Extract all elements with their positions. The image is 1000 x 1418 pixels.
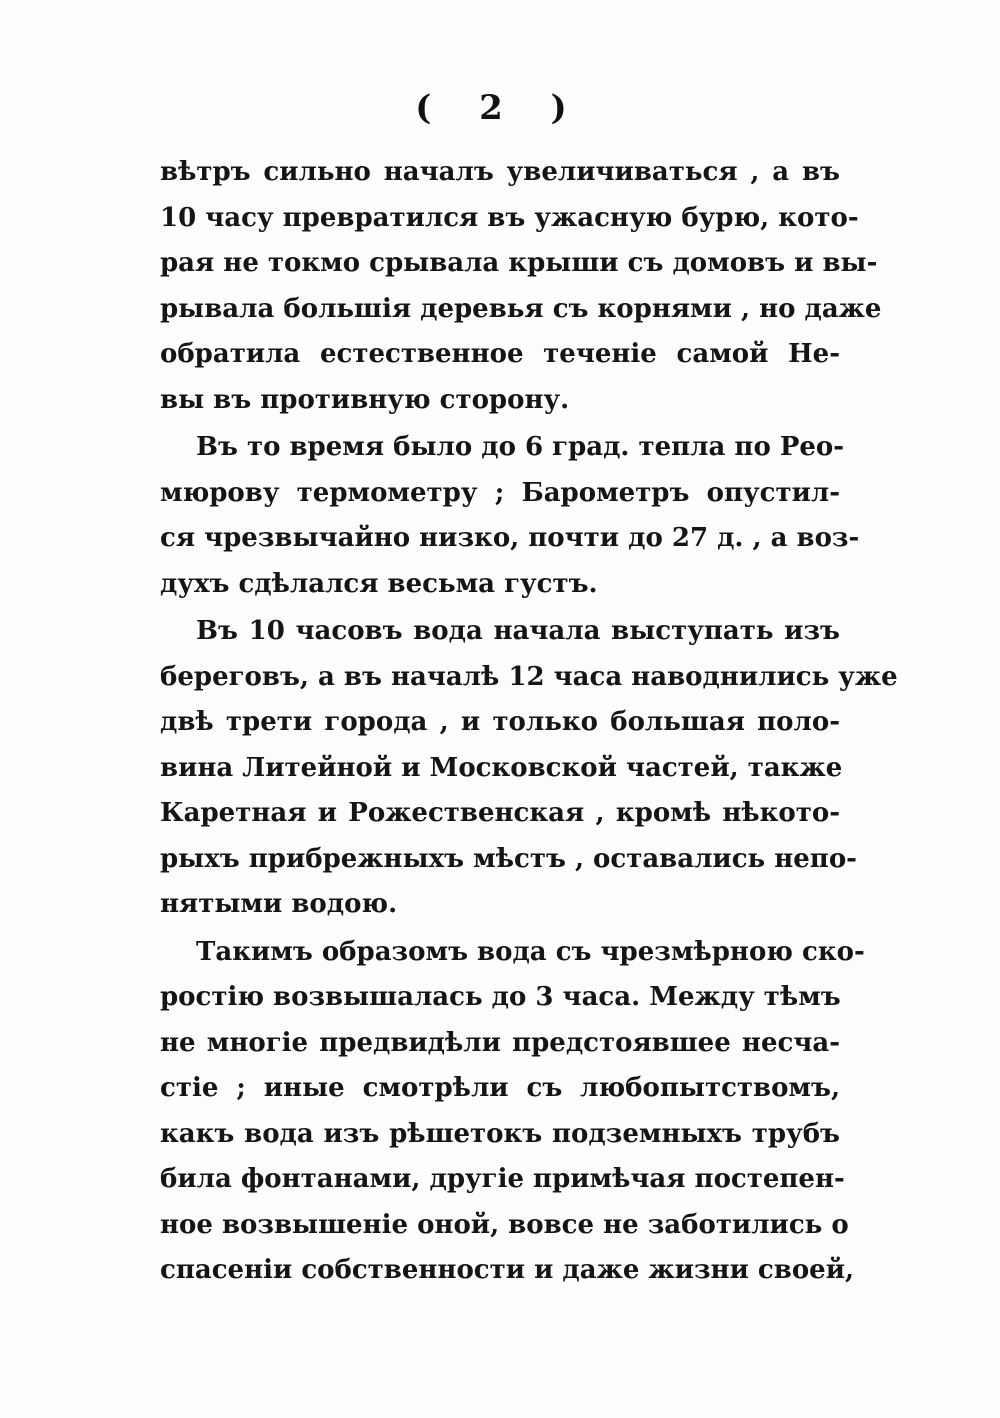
text-line: рыхъ прибрежныхъ мѣстъ , оставались непо-: [160, 843, 857, 874]
text-line: Такимъ образомъ вода съ чрезмѣрною ско-: [196, 936, 865, 967]
text-line: двѣ трети города , и только большая поло-: [160, 707, 840, 737]
text-line: рая не токмо срывала крыши съ домовъ и вы-: [160, 248, 878, 278]
paragraph-1: [160, 150, 882, 423]
body-text: [160, 150, 898, 1296]
text-line: спасеніи собственности и даже жизни своей,: [160, 1255, 855, 1285]
text-line: мюрову термометру ; Барометръ опустил-: [160, 477, 840, 508]
text-line: береговъ, а въ началѣ 12 часа наводнились уже: [160, 661, 898, 692]
text-line: Въ 10 часовъ вода начала выступать изъ: [196, 616, 840, 646]
text-line: вѣтръ сильно началъ увеличиваться , а въ: [160, 157, 840, 187]
text-line: 10 часу превратился въ ужасную бурю, кото-: [160, 202, 859, 233]
text-line: ся чрезвычайно низко, почти до 27 д. , а воз-: [160, 523, 860, 553]
text-line: вина Литейной и Московской частей, также: [160, 752, 843, 783]
text-line: ростію возвышалась до 3 часа. Между тѣмъ: [160, 982, 841, 1012]
text-line: ное возвышеніе оной, вовсе не заботились о: [160, 1209, 849, 1240]
paragraph-3: [160, 609, 898, 928]
paragraph-2: [160, 425, 860, 607]
text-line: какъ вода изъ рѣшетокъ подземныхъ трубъ: [160, 1118, 840, 1149]
page-number: ( 2 ): [415, 88, 585, 128]
text-line: духъ сдѣлался весьма густъ.: [160, 568, 598, 599]
text-line: нятыми водою.: [160, 889, 398, 919]
text-line: рывала большія деревья съ корнями , но даже: [160, 293, 882, 324]
paragraph-4: [160, 930, 865, 1294]
text-line: Въ то время было до 6 град. тепла по Рео-: [196, 432, 845, 462]
text-line: Каретная и Рожественская , кромѣ нѣкото-: [160, 798, 840, 828]
text-line: не многіе предвидѣли предстоявшее несча-: [160, 1027, 840, 1058]
text-line: обратила естественное теченіе самой Не-: [160, 339, 840, 369]
text-line: стіе ; иные смотрѣли съ любопытствомъ,: [160, 1073, 840, 1103]
text-line: била фонтанами, другіе примѣчая постепен-: [160, 1164, 845, 1194]
text-line: вы въ противную сторону.: [160, 384, 570, 415]
